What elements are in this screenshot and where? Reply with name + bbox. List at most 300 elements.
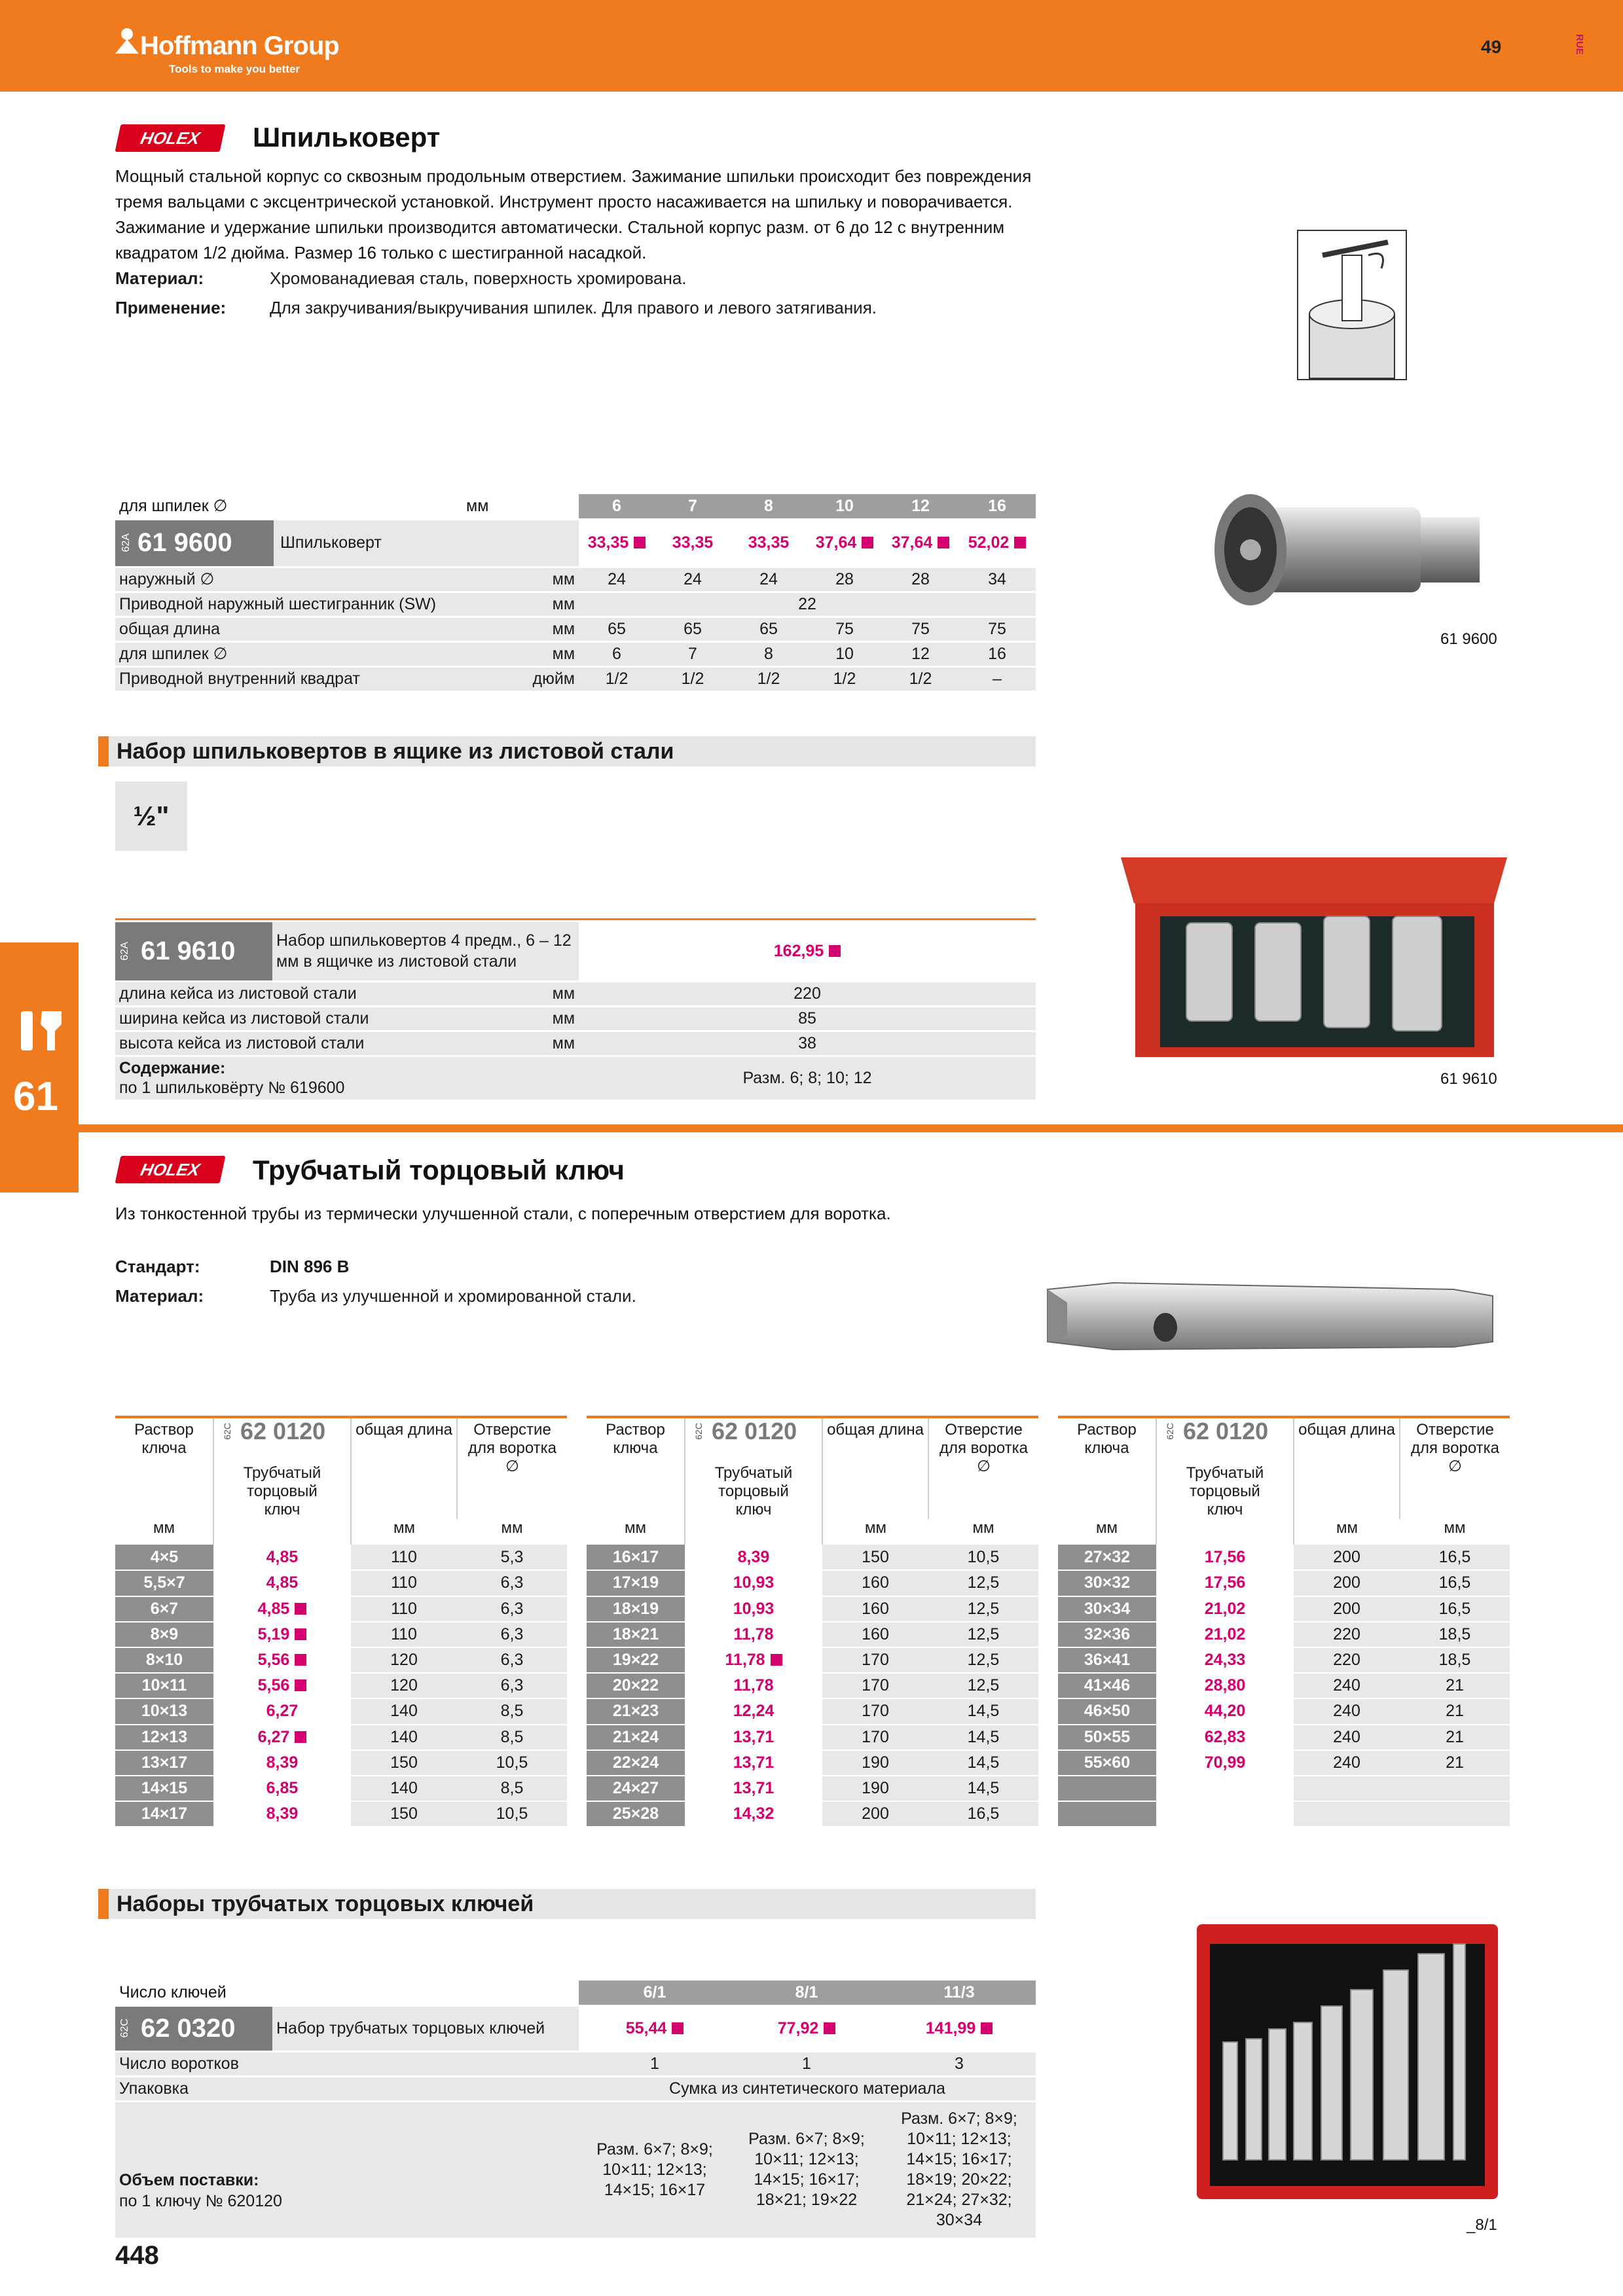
delivery-value: Разм. 6×7; 8×9; 10×11; 12×13; 14×15; 16×17; 18×21; 19×22 [731,2101,883,2238]
price: 6,85 [213,1776,351,1801]
price: 13,71 [685,1750,822,1776]
material-label: Материал: [115,1286,204,1306]
spec-value: 22 [579,592,1036,617]
brand-tagline: Tools to make you better [169,63,300,75]
hole-diameter: 8,5 [457,1725,567,1750]
article-prefix: 62C [119,2018,130,2038]
table-row [1058,1622,1510,1647]
hole-diameter: 21 [1400,1673,1510,1698]
table-row [115,1725,567,1750]
price: 55,44 [579,2005,731,2051]
spec-label: для шпилек ∅ [115,641,462,666]
wrench-size-table [587,1416,1038,1827]
head-unit: мм [462,494,579,519]
price: 77,92 [731,2005,883,2051]
table-row [587,1570,1038,1596]
opening-size: 19×22 [587,1647,685,1673]
chapter-number: 61 [13,1074,58,1119]
price: 8,39 [213,1801,351,1827]
price: 11,78 [685,1647,822,1673]
spec-value: 1/2 [655,666,731,691]
image-caption: _8/1 [1467,2216,1497,2234]
spec-label: Приводной внутренний квадрат [115,666,462,691]
spec-value: 8 [731,641,807,666]
hole-diameter: 14,5 [928,1725,1038,1750]
opening-size: 12×13 [115,1725,213,1750]
spec-row [115,1056,1036,1100]
article-code-box [115,520,274,566]
spec-row [115,2101,1036,2238]
unit-label: мм [822,1519,928,1545]
size-col: 6 [579,494,655,519]
opening-size: 17×19 [587,1570,685,1596]
opening-size: 24×27 [587,1776,685,1801]
price: 21,02 [1156,1596,1294,1622]
size-col: 8 [731,494,807,519]
article-name: Набор шпильковертов 4 предм., 6 – 12 мм в ящичке из листовой стали [272,921,579,981]
spec-row [115,1006,1036,1031]
table-row [587,1776,1038,1801]
stud-extractor-table [115,494,1036,692]
total-length: 170 [822,1725,928,1750]
total-length: 110 [351,1596,457,1622]
article-number: 62 0120 [240,1418,326,1444]
spec-value: 24 [731,567,807,592]
article-head [213,1418,351,1519]
total-length [1294,1801,1400,1827]
hole-diameter: 6,3 [457,1647,567,1673]
hole-diameter: 16,5 [928,1801,1038,1827]
opening-size: 18×21 [587,1622,685,1647]
price: 44,20 [1156,1698,1294,1724]
table-row [1058,1776,1510,1801]
total-length: 200 [1294,1570,1400,1596]
col-length: общая длина [1294,1418,1400,1519]
hole-diameter: 21 [1400,1698,1510,1724]
spec-value: 7 [655,641,731,666]
delivery-sub: по 1 ключу № 620120 [119,2191,282,2210]
hole-diameter: 6,3 [457,1570,567,1596]
table-row [115,1698,567,1724]
article-cell [115,519,579,567]
article-head [685,1418,822,1519]
spec-row [115,567,1036,592]
total-length: 170 [822,1698,928,1724]
spec-label: Число воротков [115,2051,579,2076]
article-code-box [115,2005,272,2051]
unit-label: мм [115,1519,213,1545]
article-name: Набор трубчатых торцовых ключей [272,2005,579,2051]
total-length: 160 [822,1570,928,1596]
price: 11,78 [685,1622,822,1647]
hole-diameter: 6,3 [457,1673,567,1698]
table-row [1058,1801,1510,1827]
total-length: 140 [351,1698,457,1724]
table-row [115,1622,567,1647]
page-number-top: 49 [1481,37,1502,57]
col-opening: Раствор ключа [587,1418,685,1519]
table-row [587,1545,1038,1570]
delivery-value: Разм. 6×7; 8×9; 10×11; 12×13; 14×15; 16×17; 18×19; 20×22; 21×24; 27×32; 30×34 [883,2101,1036,2238]
spec-label: Упаковка [115,2076,579,2101]
spec-unit: мм [462,981,579,1006]
hoffmann-logo-icon [113,26,141,55]
price: 13,71 [685,1725,822,1750]
unit-label: мм [1294,1519,1400,1545]
opening-size: 21×23 [587,1698,685,1724]
product-description: Из тонкостенной трубы из термически улучшенной стали, с поперечным отверстием для воротка. [115,1204,891,1223]
spec-value: 34 [958,567,1036,592]
spec-value: 1/2 [883,666,958,691]
hole-diameter: 12,5 [928,1673,1038,1698]
hole-diameter: 18,5 [1400,1647,1510,1673]
opening-size: 14×15 [115,1776,213,1801]
price: 14,32 [685,1801,822,1827]
stud-extractor-diagram [1296,229,1408,381]
material-value: Труба из улучшенной и хромированной стали. [270,1286,636,1306]
wrench-set-bag-image [1197,1918,1498,2206]
price: 10,93 [685,1596,822,1622]
chapter-tab [0,942,79,1193]
table-row [587,1725,1038,1750]
article-number: 62 0320 [140,2013,236,2043]
spec-row [115,1031,1036,1056]
spec-value: 12 [883,641,958,666]
article-name: Трубчатый торцовый ключ [1186,1464,1264,1518]
price: 21,02 [1156,1622,1294,1647]
opening-size [1058,1801,1156,1827]
col-hole: Отверстие для воротка ∅ [928,1418,1038,1519]
table-row [587,1596,1038,1622]
price: 4,85 [213,1545,351,1570]
set-col: 8/1 [731,1981,883,2005]
total-length: 140 [351,1725,457,1750]
hole-diameter: 14,5 [928,1776,1038,1801]
price [1156,1776,1294,1801]
hole-diameter: 21 [1400,1725,1510,1750]
total-length: 190 [822,1750,928,1776]
spec-value: 65 [655,617,731,641]
total-length: 120 [351,1647,457,1673]
table-row [1058,1673,1510,1698]
table-row [1058,1545,1510,1570]
table-row [115,1750,567,1776]
opening-size: 14×17 [115,1801,213,1827]
opening-size: 10×11 [115,1673,213,1698]
table-row [115,1596,567,1622]
price: 37,64 [807,519,883,567]
tools-chapter-icon [16,1005,68,1057]
opening-size: 46×50 [1058,1698,1156,1724]
opening-size: 25×28 [587,1801,685,1827]
spec-row [115,617,1036,641]
wrench-size-table [1058,1416,1510,1827]
article-prefix: 62C [693,1423,704,1440]
opening-size: 13×17 [115,1750,213,1776]
holex-badge: HOLEX [115,1156,226,1183]
table-row [115,1801,567,1827]
spec-value: 10 [807,641,883,666]
spec-row [115,2076,1036,2101]
article-name: Трубчатый торцовый ключ [243,1464,321,1518]
total-length: 160 [822,1622,928,1647]
material-row [115,1283,636,1309]
hole-diameter: 5,3 [457,1545,567,1570]
total-length: 240 [1294,1750,1400,1776]
price: 6,27 [213,1698,351,1724]
spec-value: 85 [579,1006,1036,1031]
hole-diameter: 8,5 [457,1698,567,1724]
total-length: 240 [1294,1673,1400,1698]
table-row [587,1801,1038,1827]
spec-value: 220 [579,981,1036,1006]
table-row [587,1647,1038,1673]
size-col: 12 [883,494,958,519]
head-label: для шпилек ∅ [115,494,462,519]
price: 28,80 [1156,1673,1294,1698]
spec-value: 1 [579,2051,731,2076]
content-label: Содержание: [119,1059,226,1077]
price: 13,71 [685,1776,822,1801]
unit-label: мм [587,1519,685,1545]
price: 5,56 [213,1647,351,1673]
spec-unit: мм [462,1006,579,1031]
price: 4,85 [213,1596,351,1622]
opening-size: 27×32 [1058,1545,1156,1570]
article-name: Трубчатый торцовый ключ [714,1464,793,1518]
language-code: RUE [1574,34,1585,55]
wrench-size-table [115,1416,567,1827]
price: 162,95 [579,921,1036,981]
image-caption: 61 9600 [1440,630,1497,648]
table-row [587,1698,1038,1724]
total-length: 200 [822,1801,928,1827]
unit-label: мм [1058,1519,1156,1545]
spec-row [115,592,1036,617]
col-length: общая длина [351,1418,457,1519]
article-number: 61 9610 [140,936,236,965]
table-row [587,1750,1038,1776]
hole-diameter: 12,5 [928,1622,1038,1647]
total-length: 150 [351,1750,457,1776]
total-length: 160 [822,1596,928,1622]
stud-set-table [115,918,1036,1102]
product-title: Трубчатый торцовый ключ [253,1155,625,1185]
col-length: общая длина [822,1418,928,1519]
page-number-footer: 448 [115,2241,159,2270]
total-length: 220 [1294,1647,1400,1673]
opening-size: 30×34 [1058,1596,1156,1622]
opening-size: 21×24 [587,1725,685,1750]
article-number: 62 0120 [1183,1418,1269,1444]
spec-label: наружный ∅ [115,567,462,592]
spec-value: 28 [807,567,883,592]
opening-size: 50×55 [1058,1725,1156,1750]
spec-row [115,641,1036,666]
spec-value: 24 [579,567,655,592]
table-row [587,1622,1038,1647]
article-prefix: 62C [222,1423,232,1440]
opening-size: 6×7 [115,1596,213,1622]
price: 141,99 [883,2005,1036,2051]
section-heading: Набор шпильковертов в ящике из листовой стали [98,736,1036,766]
col-opening: Раствор ключа [1058,1418,1156,1519]
opening-size: 36×41 [1058,1647,1156,1673]
hole-diameter: 10,5 [457,1801,567,1827]
spec-value: Сумка из синтетического материала [579,2076,1036,2101]
spec-unit: мм [462,1031,579,1056]
size-badge: ½" [115,781,187,851]
price: 10,93 [685,1570,822,1596]
total-length: 150 [822,1545,928,1570]
total-length: 120 [351,1673,457,1698]
content-cell [115,1056,579,1100]
hole-diameter: 16,5 [1400,1596,1510,1622]
table-row [115,1570,567,1596]
spec-value: 38 [579,1031,1036,1056]
table-row [1058,1750,1510,1776]
total-length: 150 [351,1801,457,1827]
article-number: 62 0120 [712,1418,797,1444]
spec-value: 65 [731,617,807,641]
price [1156,1801,1294,1827]
spec-value: 6 [579,641,655,666]
spec-value: 1/2 [807,666,883,691]
opening-size: 32×36 [1058,1622,1156,1647]
total-length: 220 [1294,1622,1400,1647]
usage-row [115,295,877,321]
opening-size: 4×5 [115,1545,213,1570]
total-length: 240 [1294,1725,1400,1750]
spec-label: общая длина [115,617,462,641]
spec-unit: мм [462,592,579,617]
price: 62,83 [1156,1725,1294,1750]
hole-diameter: 10,5 [928,1545,1038,1570]
stud-set-case-image [1121,851,1507,1060]
unit-label: мм [1400,1519,1510,1545]
spec-value: 24 [655,567,731,592]
delivery-value: Разм. 6×7; 8×9; 10×11; 12×13; 14×15; 16×17 [579,2101,731,2238]
table-row [115,1673,567,1698]
opening-size: 8×10 [115,1647,213,1673]
total-length: 110 [351,1622,457,1647]
col-hole: Отверстие для воротка ∅ [457,1418,567,1519]
spec-label: высота кейса из листовой стали [115,1031,462,1056]
spec-value: 75 [807,617,883,641]
opening-size [1058,1776,1156,1801]
article-prefix: 62C [1165,1423,1175,1440]
table-row [115,1776,567,1801]
total-length: 170 [822,1673,928,1698]
opening-size: 5,5×7 [115,1570,213,1596]
col-hole: Отверстие для воротка ∅ [1400,1418,1510,1519]
col-opening: Раствор ключа [115,1418,213,1519]
total-length: 200 [1294,1545,1400,1570]
hole-diameter: 10,5 [457,1750,567,1776]
price: 17,56 [1156,1570,1294,1596]
article-head [1156,1418,1294,1519]
price: 8,39 [685,1545,822,1570]
price: 17,56 [1156,1545,1294,1570]
price: 37,64 [883,519,958,567]
usage-label: Применение: [115,298,227,317]
spec-value: 65 [579,617,655,641]
image-caption: 61 9610 [1440,1070,1497,1088]
hole-diameter: 16,5 [1400,1545,1510,1570]
spec-value: 1/2 [579,666,655,691]
total-length: 110 [351,1545,457,1570]
price: 11,78 [685,1673,822,1698]
content-sub: по 1 шпильковёрту № 619600 [119,1079,345,1097]
hole-diameter: 6,3 [457,1596,567,1622]
price: 70,99 [1156,1750,1294,1776]
spec-value: 1 [731,2051,883,2076]
total-length: 240 [1294,1698,1400,1724]
hole-diameter [1400,1776,1510,1801]
unit-label: мм [928,1519,1038,1545]
tubular-wrench-image [1034,1276,1506,1355]
hole-diameter: 12,5 [928,1570,1038,1596]
material-label: Материал: [115,268,204,288]
table-row [587,1673,1038,1698]
holex-badge: HOLEX [115,124,226,152]
opening-size: 16×17 [587,1545,685,1570]
total-length: 170 [822,1647,928,1673]
price: 5,19 [213,1622,351,1647]
table-row [1058,1647,1510,1673]
standard-row [115,1254,349,1280]
unit-label: мм [457,1519,567,1545]
opening-size: 41×46 [1058,1673,1156,1698]
opening-size: 20×22 [587,1673,685,1698]
spec-unit: мм [462,567,579,592]
section-heading: Наборы трубчатых торцовых ключей [98,1889,1036,1919]
table-row [1058,1725,1510,1750]
price: 33,35 [579,519,655,567]
content-value: Разм. 6; 8; 10; 12 [579,1056,1036,1100]
product-title: Шпильковерт [253,122,441,152]
total-length: 140 [351,1776,457,1801]
delivery-label: Объем поставки: [119,2170,259,2189]
hole-diameter: 18,5 [1400,1622,1510,1647]
set-col: 11/3 [883,1981,1036,2005]
hole-diameter: 8,5 [457,1776,567,1801]
spec-unit: мм [462,641,579,666]
standard-label: Стандарт: [115,1257,200,1276]
spec-row [115,2051,1036,2076]
size-col: 10 [807,494,883,519]
hole-diameter: 12,5 [928,1647,1038,1673]
hole-diameter: 16,5 [1400,1570,1510,1596]
opening-size: 10×13 [115,1698,213,1724]
set-col: 6/1 [579,1981,731,2005]
article-code-box [115,921,272,981]
opening-size: 18×19 [587,1596,685,1622]
spec-value: 28 [883,567,958,592]
price: 4,85 [213,1570,351,1596]
spec-row [115,666,1036,691]
price: 33,35 [731,519,807,567]
hole-diameter: 14,5 [928,1698,1038,1724]
spec-unit: дюйм [462,666,579,691]
size-col: 16 [958,494,1036,519]
price: 5,56 [213,1673,351,1698]
material-row [115,266,687,291]
spec-row [115,981,1036,1006]
spec-unit: мм [462,617,579,641]
stud-extractor-image [1192,481,1499,612]
brand-name: Hoffmann Group [140,31,339,60]
